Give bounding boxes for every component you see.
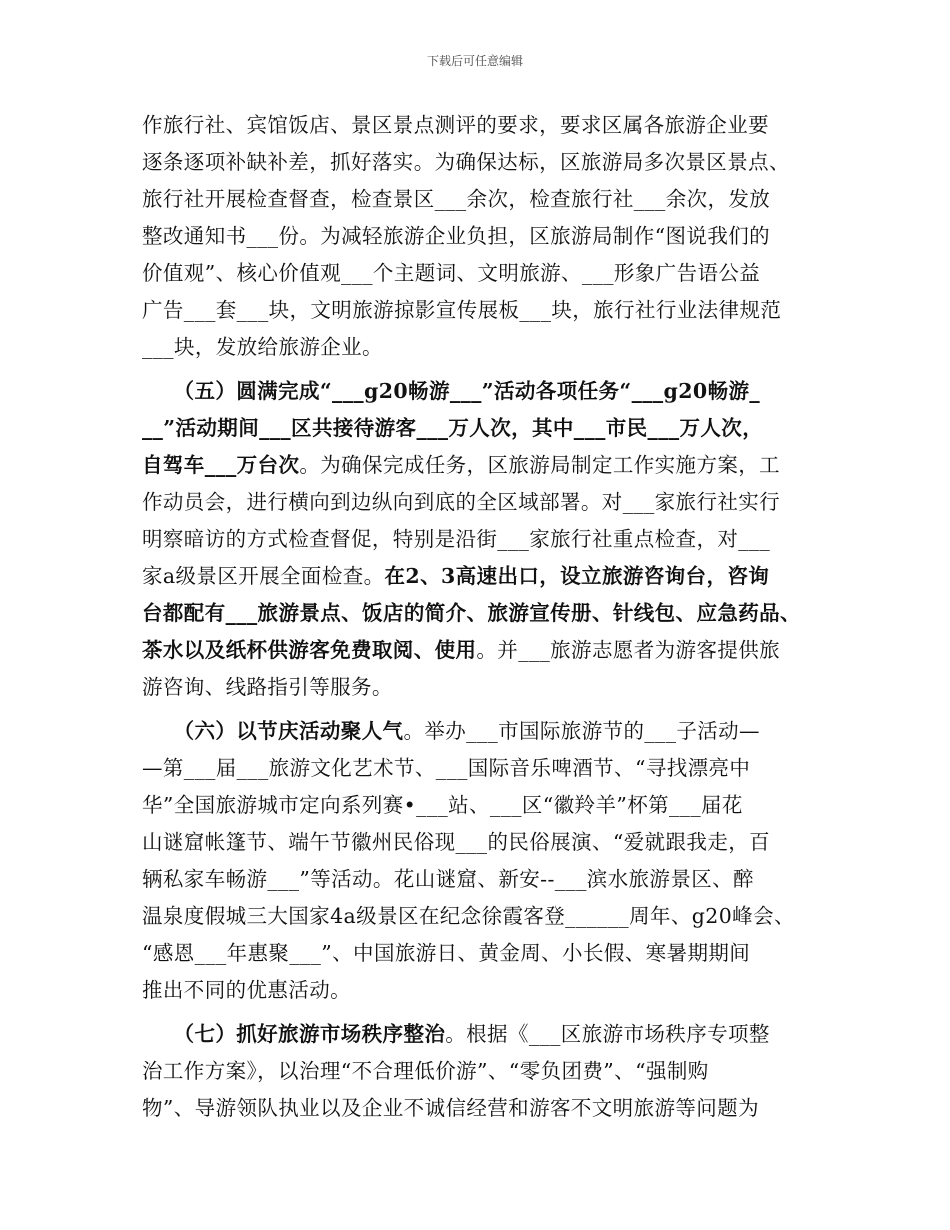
text-run: 物”、导游领队执业以及企业不诚信经营和游客不文明旅游等问题为 — [142, 1096, 759, 1120]
paragraph-gap — [142, 706, 822, 713]
text-run: 作旅行社、宾馆饭店、景区景点测评的要求，要求区属各旅游企业要 — [142, 113, 769, 137]
paragraph-gap — [142, 366, 822, 373]
text-line — [142, 373, 822, 410]
text-line — [142, 255, 822, 292]
bold-text-run: 茶水以及纸杯供游客免费取阅、使用 — [142, 638, 477, 662]
text-run: 华”全国旅游城市定向系列赛•___站、___区“徽羚羊”杯第___届花 — [142, 793, 743, 817]
text-line — [142, 1053, 822, 1090]
text-line — [142, 181, 822, 218]
text-line — [142, 1016, 822, 1053]
text-line — [142, 713, 822, 750]
bold-text-run: （五）圆满完成“___g20畅游___”活动各项任务“___g20畅游_ — [142, 379, 761, 403]
text-line — [142, 787, 822, 824]
text-line — [142, 329, 822, 366]
text-line — [142, 107, 822, 144]
text-run: ___块，发放给旅游企业。 — [142, 335, 383, 359]
text-run: 游咨询、线路指引等服务。 — [142, 675, 393, 699]
document-body — [142, 107, 822, 1127]
text-run: 家a级景区开展全面检查。 — [142, 564, 385, 588]
text-run: 。根据《___区旅游市场秩序专项整 — [445, 1022, 770, 1046]
text-run: 。为确保完成任务，区旅游局制定工作实施方案，工 — [299, 453, 781, 477]
text-line — [142, 595, 822, 632]
text-run: —第___届___旅游文化艺术节、___国际音乐啤酒节、“寻找漂亮中 — [142, 756, 751, 780]
text-run: 推出不同的优惠活动。 — [142, 978, 351, 1002]
text-run: 作动员会，进行横向到边纵向到底的全区域部署。对___家旅行社实行 — [142, 490, 781, 514]
text-run: “感恩___年惠聚___”、中国旅游日、黄金周、小长假、寒暑期期间 — [142, 941, 751, 965]
text-run: 价值观”、核心价值观___个主题词、文明旅游、___形象广告语公益 — [142, 261, 761, 285]
bold-text-run: 自驾车___万台次 — [142, 453, 300, 477]
paragraph — [142, 107, 822, 366]
text-line — [142, 898, 822, 935]
text-run: 整改通知书___份。为减轻旅游企业负担，区旅游局制作“图说我们的 — [142, 224, 771, 248]
text-line — [142, 632, 822, 669]
text-line — [142, 669, 822, 706]
bold-text-run: （七）抓好旅游市场秩序整治 — [142, 1022, 446, 1046]
text-line — [142, 935, 822, 972]
text-line — [142, 1090, 822, 1127]
text-line — [142, 558, 822, 595]
text-line — [142, 144, 822, 181]
text-run: 旅行社开展检查督查，检查景区___余次，检查旅行社___余次，发放 — [142, 187, 771, 211]
text-run: 。并___旅游志愿者为游客提供旅 — [476, 638, 781, 662]
text-run: 逐条逐项补缺补差，抓好落实。为确保达标，区旅游局多次景区景点、 — [142, 150, 790, 174]
text-line — [142, 521, 822, 558]
paragraph — [142, 713, 822, 1009]
bold-text-run: __”活动期间___区共接待游客___万人次，其中___市民___万人次， — [142, 416, 764, 440]
text-run: 辆私家车畅游___”等活动。花山谜窟、新安--___滨水旅游景区、醉 — [142, 867, 754, 891]
bold-text-run: 台都配有___旅游景点、饭店的简介、旅游宣传册、针线包、应急药品、 — [142, 601, 801, 625]
bold-text-run: （六）以节庆活动聚人气 — [142, 719, 404, 743]
text-line — [142, 447, 822, 484]
text-run: 山谜窟帐篷节、端午节徽州民俗现___的民俗展演、“爱就跟我走，百 — [142, 830, 771, 854]
paragraph — [142, 373, 822, 706]
text-line — [142, 824, 822, 861]
text-line — [142, 750, 822, 787]
text-line — [142, 410, 822, 447]
text-line — [142, 292, 822, 329]
text-run: 明察暗访的方式检查督促，特别是沿街___家旅行社重点检查，对___ — [142, 527, 771, 551]
text-run: 广告___套___块，文明旅游掠影宣传展板___块，旅行社行业法律规范 — [142, 298, 782, 322]
paragraph — [142, 1016, 822, 1127]
bold-text-run: 在2、3高速出口，设立旅游咨询台，咨询 — [384, 564, 770, 588]
text-line — [142, 484, 822, 521]
text-run: 治工作方案》，以治理“不合理低价游”、“零负团费”、“强制购 — [142, 1059, 709, 1083]
paragraph-gap — [142, 1009, 822, 1016]
text-line — [142, 972, 822, 1009]
text-run: 温泉度假城三大国家4a级景区在纪念徐霞客登______周年、g20峰会、 — [142, 904, 795, 928]
text-line — [142, 218, 822, 255]
page-header: 下载后可任意编辑 — [426, 54, 523, 68]
text-run: 。举办___市国际旅游节的___子活动— — [403, 719, 760, 743]
text-line — [142, 861, 822, 898]
